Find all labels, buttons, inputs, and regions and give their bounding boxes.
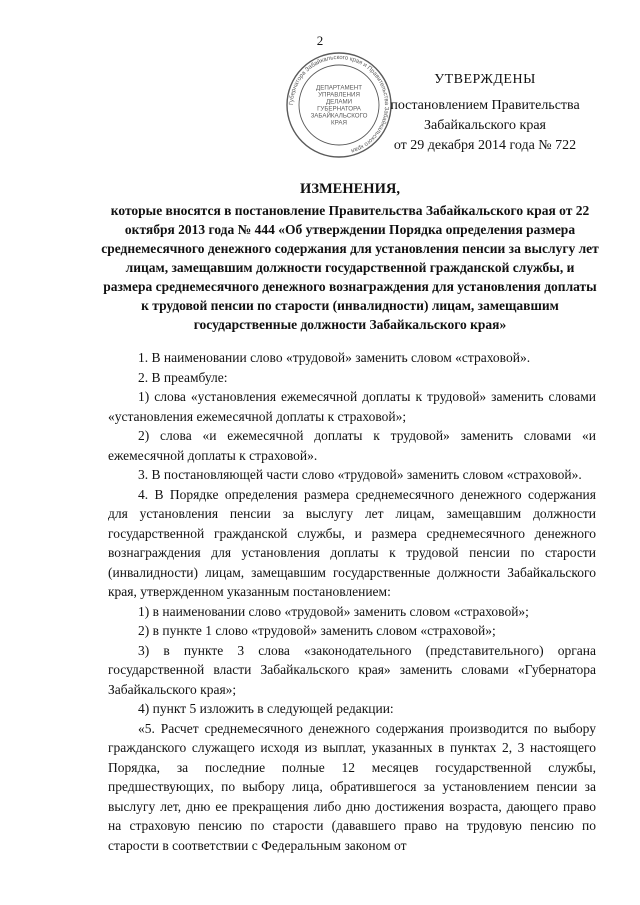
paragraph: 2) слова «и ежемесячной доплаты к трудовой» заменить словами «и ежемесячной доплаты к страховой». — [108, 428, 596, 463]
approval-line-2: Забайкальского края — [423, 118, 546, 133]
paragraph: 3. В постановляющей части слово «трудовой» заменить словом «страховой». — [138, 467, 582, 482]
paragraph: 2. В преамбуле: — [138, 369, 228, 385]
paragraph: 2) в пункте 1 слово «трудовой» заменить словом «страховой»; — [138, 623, 496, 638]
paragraph: 3) в пункте 3 слова «законодательного (представительного) органа государственной власти Забайкальского края» заменить словами «Губернатора Забайкальского края»; — [108, 642, 596, 697]
paragraph: «5. Расчет среднемесячного денежного содержания производится по выбору гражданского служащего исходя из выплат, указанных в пунктах 2, 3 настоящего Порядка, за последние полные 12 месяцев государственной службы, предшествующих, по выбору лица, обратившегося за установлением пенсии за выслугу лет, дню ее прекращения либо дню достижения возраста, дающего право на страховую пенсию по старости (дававшего право на трудовую пенсию по старости в соответствии с Федеральным законом от — [108, 720, 596, 853]
title-heading: ИЗМЕНЕНИЯ, — [300, 181, 400, 197]
paragraph: 4. В Порядке определения размера среднемесячного денежного содержания для установления пенсии за выслугу лет лицам, замещавшим должности государственной гражданской службы, и размера среднемесячного денежного вознаграждения для установления доплаты к трудовой пенсии по старости (инвалидности) лицам, замещавшим государственные должности Забайкальского края, утвержденном указанным постановлением: — [108, 486, 596, 599]
paragraph: 1. В наименовании слово «трудовой» заменить словом «страховой». — [138, 350, 531, 365]
paragraph: 1) слова «установления ежемесячной доплаты к трудовой» заменить словами «установления ежемесячной доплаты к страховой»; — [108, 389, 596, 424]
seal-center-line: ДЕЛАМИ — [325, 98, 353, 106]
approval-line-3: от 29 декабря 2014 года № 722 — [393, 138, 577, 153]
paragraph: 4) пункт 5 изложить в следующей редакции: — [138, 701, 394, 716]
seal-center-line: ГУБЕРНАТОРА — [317, 105, 361, 113]
seal-center-line: ЗАБАЙКАЛЬСКОГО — [310, 112, 368, 120]
paragraph: 1) в наименовании слово «трудовой» заменить словом «страховой»; — [138, 603, 529, 619]
seal-center-line: ДЕПАРТАМЕНТ — [316, 84, 362, 92]
approval-block — [380, 70, 590, 156]
document-body — [108, 348, 596, 855]
approved-label: УТВЕРЖДЕНЫ — [434, 72, 536, 87]
seal-center-line: КРАЯ — [331, 119, 347, 127]
page-number: 2 — [316, 33, 324, 48]
seal-center-line: УПРАВЛЕНИЯ — [318, 91, 360, 99]
approval-line-1: постановлением Правительства — [390, 98, 580, 113]
seal-center-text — [311, 85, 368, 127]
title-subtitle: которые вносятся в постановление Правительства Забайкальского края от 22 октября 2013 года № 444 «Об утверждении Порядка определения размера среднемесячного денежного содержания для установления пенсии за выслугу лет лицам, замещавшим должности государственной гражданской службы, и размера среднемесячного денежного вознаграждения для установления доплаты к трудовой пенсии по старости (инвалидности) лицам, замещавшим государственные должности Забайкальского края» — [101, 203, 599, 332]
document-title — [100, 180, 600, 334]
seal-outer-text: Губернатора Забайкальского края и Правительства Забайкальского края — [288, 54, 390, 154]
official-seal — [284, 50, 394, 160]
